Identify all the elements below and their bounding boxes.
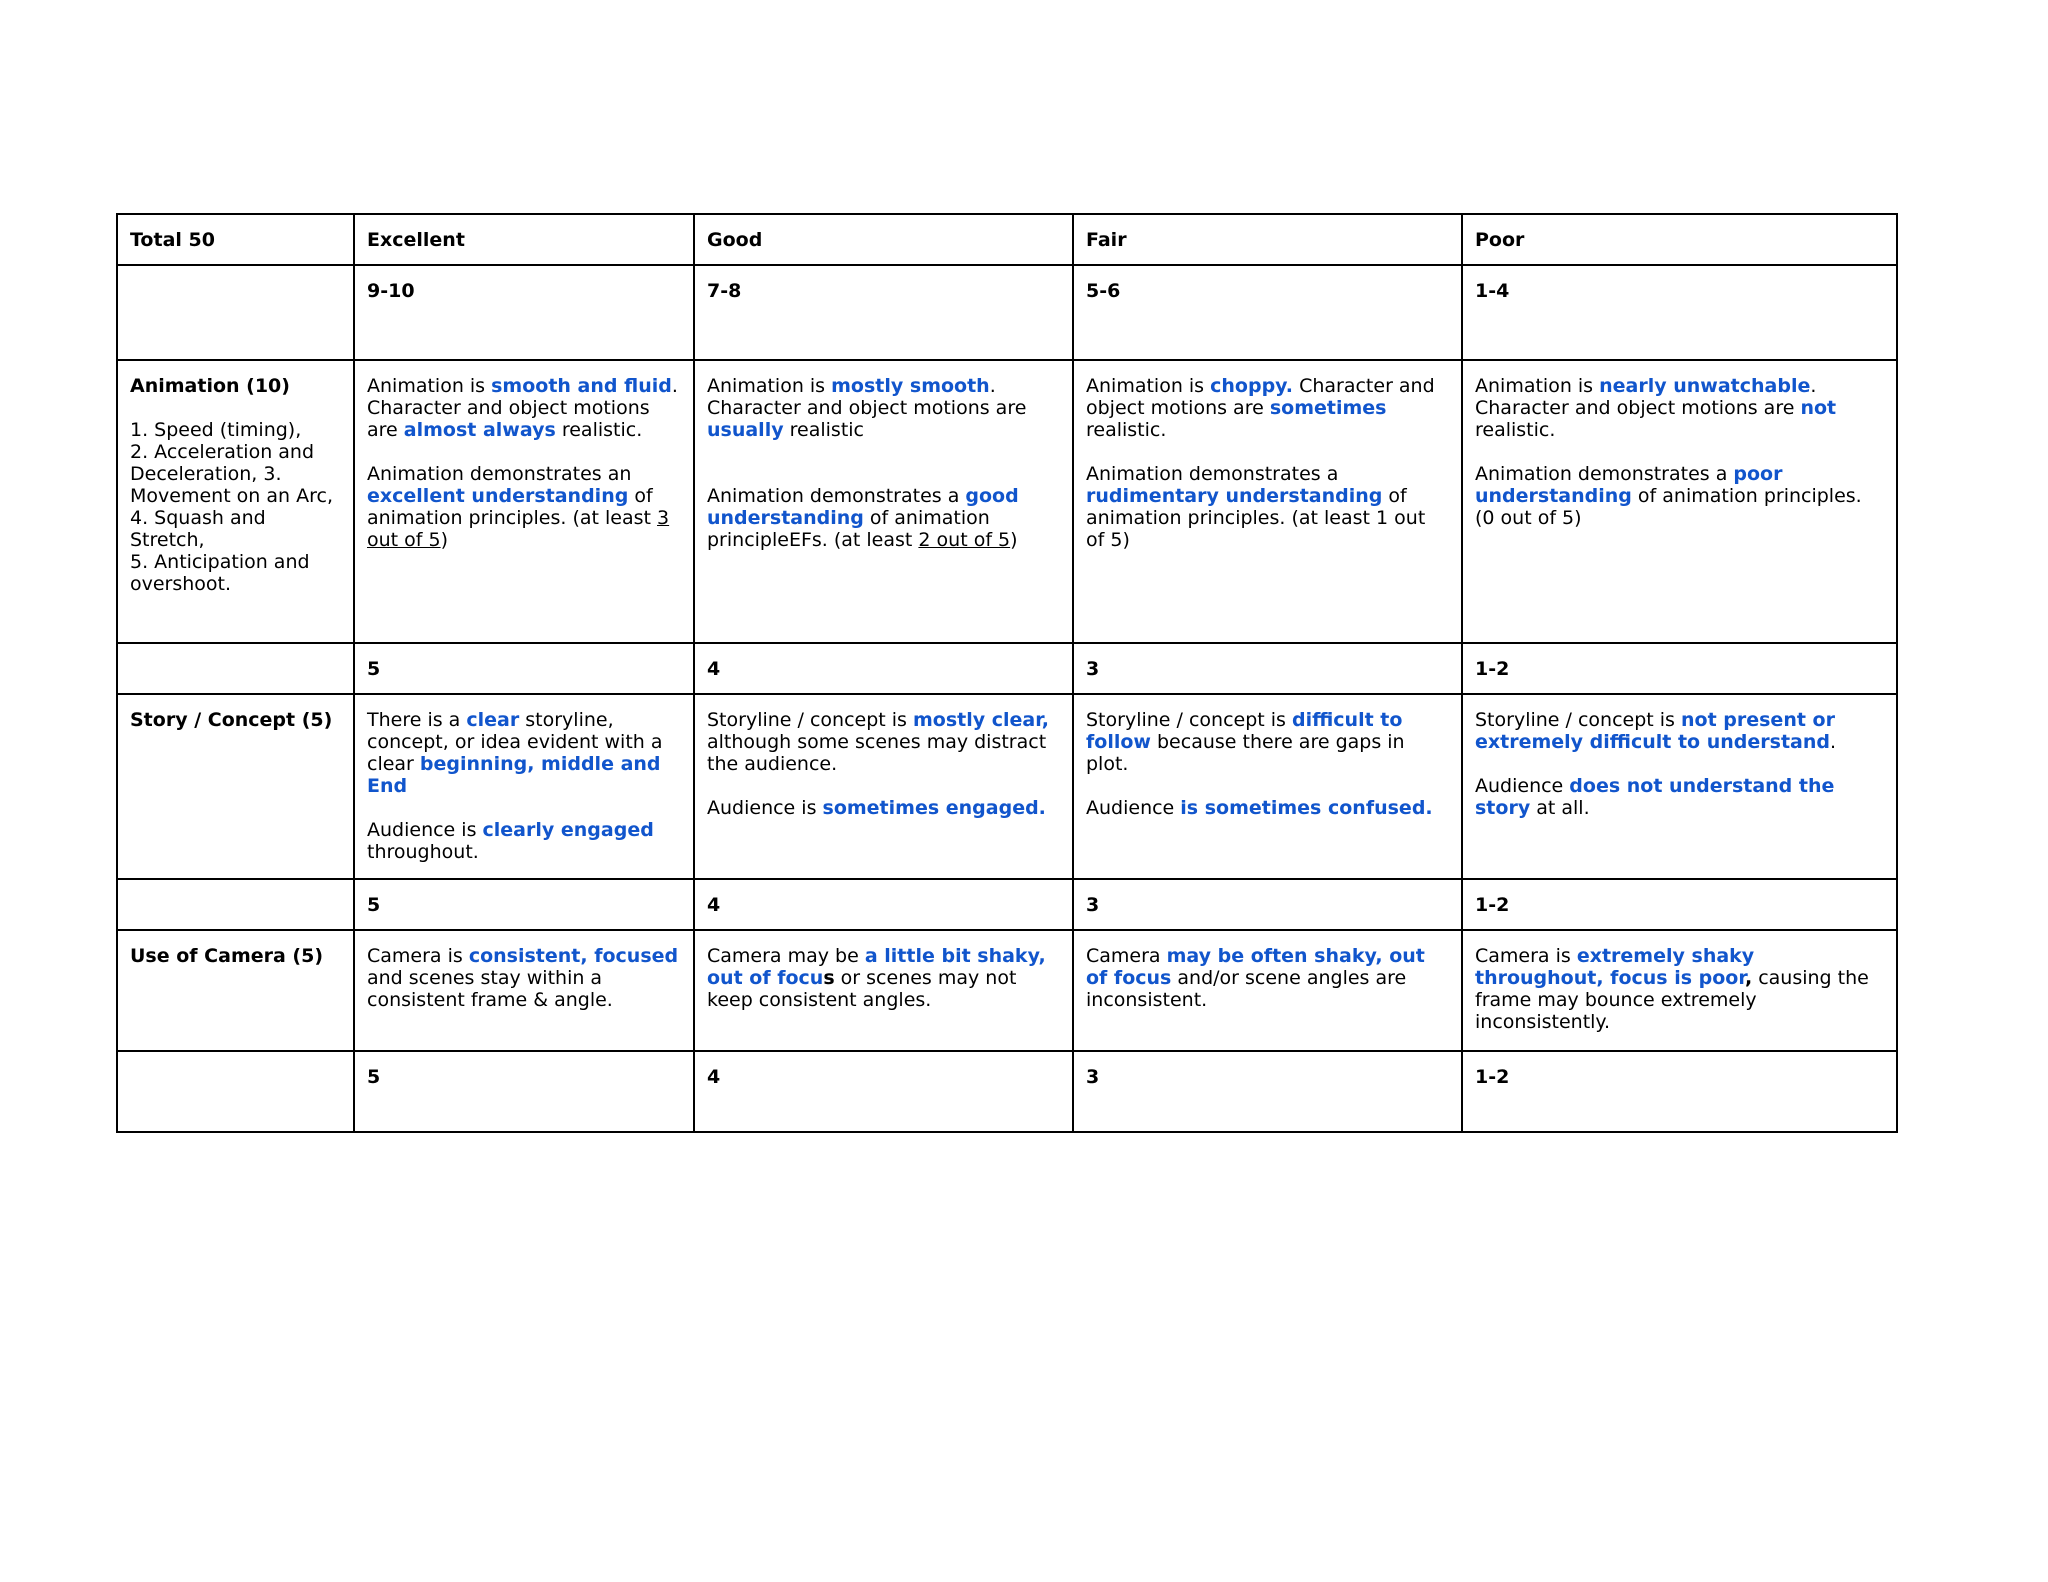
score-good: 7-8 [694,265,1073,360]
header-excellent: Excellent [354,214,694,265]
criteria-item: 4. Squash and Stretch, [130,507,266,551]
camera-poor: Camera is extremely shaky throughout, focus is poor, causing the frame may bounce extremely inconsistently. [1462,930,1897,1051]
camera-fair: Camera may be often shaky, out of focus and/or scene angles are inconsistent. [1073,930,1462,1051]
story-poor: Storyline / concept is not present or extremely difficult to understand. Audience does not understand the story at all. [1462,694,1897,879]
score-poor: 1-4 [1462,265,1897,360]
criteria-row-camera [117,930,1897,1051]
story-good: Storyline / concept is mostly clear, although some scenes may distract the audience. Audience is sometimes engaged. [694,694,1073,879]
score-label-empty [117,643,354,694]
animation-poor: Animation is nearly unwatchable. Character and object motions are not realistic. Animation demonstrates a poor understanding of animation principles. (0 out of 5) [1462,360,1897,643]
score-good: 4 [694,643,1073,694]
rubric-table [116,213,1898,1133]
header-poor: Poor [1462,214,1897,265]
score-row-final [117,1051,1897,1132]
criteria-label-animation [117,360,354,643]
score-fair: 5-6 [1073,265,1462,360]
story-excellent: There is a clear storyline, concept, or idea evident with a clear beginning, middle and End Audience is clearly engaged throughout. [354,694,694,879]
score-fair: 3 [1073,643,1462,694]
score-label-empty [117,879,354,930]
criteria-title: Story / Concept (5) [130,709,333,731]
header-good: Good [694,214,1073,265]
criteria-label-story [117,694,354,879]
criteria-title: Animation (10) [130,375,290,397]
score-fair: 3 [1073,1051,1462,1132]
header-row [117,214,1897,265]
story-fair: Storyline / concept is difficult to follow because there are gaps in plot. Audience is sometimes confused. [1073,694,1462,879]
score-poor: 1-2 [1462,879,1897,930]
criteria-title: Use of Camera (5) [130,945,324,967]
score-excellent: 5 [354,879,694,930]
score-row-story [117,643,1897,694]
animation-good: Animation is mostly smooth. Character and object motions are usually realistic Animation demonstrates a good understanding of animation principleEFs. (at least 2 out of 5) [694,360,1073,643]
score-poor: 1-2 [1462,643,1897,694]
score-good: 4 [694,1051,1073,1132]
score-excellent: 9-10 [354,265,694,360]
animation-excellent: Animation is smooth and fluid. Character and object motions are almost always realistic. Animation demonstrates an excellent understanding of animation principles. (at least 3 out of 5) [354,360,694,643]
criteria-row-story [117,694,1897,879]
score-good: 4 [694,879,1073,930]
criteria-item: 5. Anticipation and overshoot. [130,551,310,595]
score-excellent: 5 [354,1051,694,1132]
score-excellent: 5 [354,643,694,694]
score-fair: 3 [1073,879,1462,930]
camera-excellent: Camera is consistent, focused and scenes stay within a consistent frame & angle. [354,930,694,1051]
header-total: Total 50 [117,214,354,265]
score-row-animation [117,265,1897,360]
criteria-row-animation [117,360,1897,643]
score-poor: 1-2 [1462,1051,1897,1132]
animation-fair: Animation is choppy. Character and object motions are sometimes realistic. Animation demonstrates a rudimentary understanding of animation principles. (at least 1 out of 5) [1073,360,1462,643]
criteria-item: 2. Acceleration and Deceleration, 3. Movement on an Arc, [130,441,333,507]
criteria-item: 1. Speed (timing), [130,419,302,441]
criteria-label-camera [117,930,354,1051]
score-label-empty [117,1051,354,1132]
camera-good: Camera may be a little bit shaky, out of focus or scenes may not keep consistent angles. [694,930,1073,1051]
header-fair: Fair [1073,214,1462,265]
score-label-empty [117,265,354,360]
score-row-camera [117,879,1897,930]
